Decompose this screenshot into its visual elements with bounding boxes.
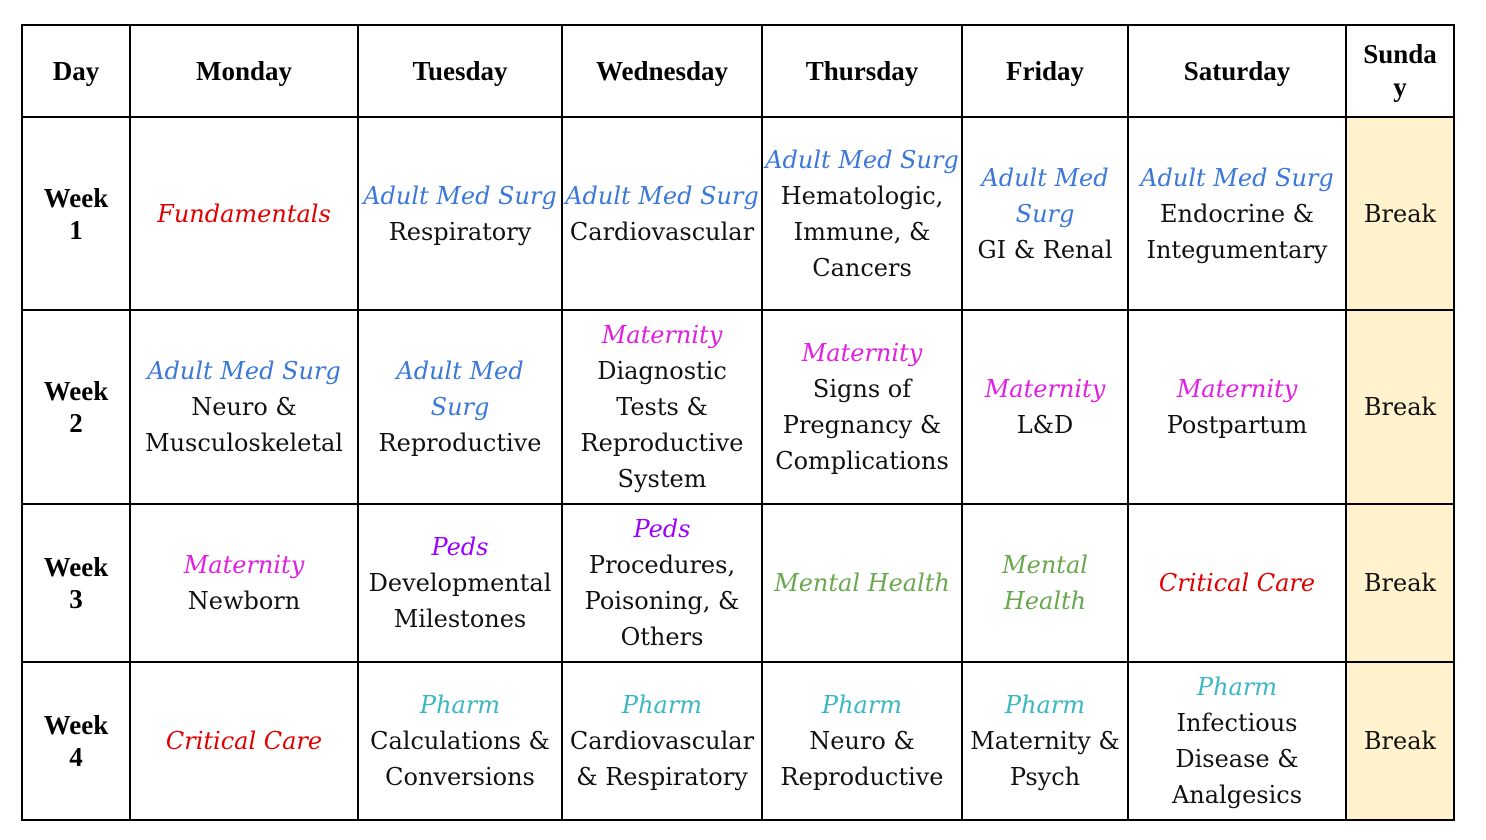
week-row-3 [22, 504, 1454, 662]
break-label: Break [1363, 199, 1437, 228]
topic-line: Postpartum [1166, 411, 1308, 439]
category-adult-med-surg: Adult Med Surg [147, 357, 341, 385]
category-maternity: Maternity [984, 375, 1106, 403]
header-saturday: Saturday [1128, 25, 1346, 117]
week-label-number: 3 [69, 584, 83, 614]
week-label-3 [22, 504, 130, 662]
topic-line: Endocrine & [1159, 199, 1315, 228]
category-pharm: Pharm [621, 691, 703, 719]
cell-week4-thursday [762, 662, 962, 820]
cell-week1-sunday [1346, 117, 1454, 310]
category-peds: Peds [633, 515, 691, 543]
topic-line: Tests & [616, 393, 708, 421]
topic-line: Hematologic, [780, 181, 944, 210]
category-line: Mental [1002, 551, 1088, 579]
category-pharm: Pharm [1004, 691, 1086, 719]
cell-week3-tuesday [358, 504, 562, 662]
break-label: Break [1363, 393, 1437, 421]
topic-line: Cancers [812, 253, 912, 282]
cell-week4-friday [962, 662, 1128, 820]
topic-line: Reproductive [780, 763, 944, 791]
header-monday: Monday [130, 25, 358, 117]
topic-line: Integumentary [1146, 235, 1328, 264]
topic-line: Conversions [385, 763, 535, 791]
header-thursday: Thursday [762, 25, 962, 117]
cell-week3-wednesday [562, 504, 762, 662]
category-maternity: Maternity [601, 321, 723, 349]
cell-week3-monday [130, 504, 358, 662]
cell-week2-wednesday [562, 310, 762, 504]
cell-week1-monday [130, 117, 358, 310]
category-mental-health: Mental Health [774, 569, 950, 597]
cell-week4-sunday [1346, 662, 1454, 820]
category-pharm: Pharm [821, 691, 903, 719]
cell-week1-saturday [1128, 117, 1346, 310]
cell-week4-monday [130, 662, 358, 820]
header-friday: Friday [962, 25, 1128, 117]
cell-week2-tuesday [358, 310, 562, 504]
category-fundamentals: Fundamentals [157, 199, 331, 228]
topic-line: Cardiovascular [569, 727, 755, 755]
category-line: Surg [1015, 199, 1075, 228]
topic-line: Musculoskeletal [145, 429, 343, 457]
week-label-4 [22, 662, 130, 820]
topic-line: Immune, & [793, 217, 931, 246]
topic-line: Developmental [368, 569, 552, 597]
week-label-word: Week [43, 552, 109, 582]
break-label: Break [1363, 569, 1437, 597]
topic-line: Complications [775, 447, 949, 475]
topic-line: Others [620, 623, 704, 651]
cell-week1-friday [962, 117, 1128, 310]
header-sunday-line1: Sunda [1363, 39, 1437, 69]
header-wednesday: Wednesday [562, 25, 762, 117]
cell-week3-friday [962, 504, 1128, 662]
cell-week2-saturday [1128, 310, 1346, 504]
topic-line: Psych [1009, 763, 1081, 791]
category-critical-care: Critical Care [1158, 569, 1316, 597]
category-maternity: Maternity [183, 551, 305, 579]
topic-line: Calculations & [370, 727, 550, 755]
break-label: Break [1363, 727, 1437, 755]
cell-week2-friday [962, 310, 1128, 504]
week-label-word: Week [43, 710, 109, 740]
topic-line: Procedures, [588, 551, 736, 579]
category-line: Health [1003, 587, 1087, 615]
week-label-number: 4 [69, 742, 83, 772]
topic-line: Milestones [393, 605, 527, 633]
header-sunday-line2: y [1393, 72, 1407, 102]
header-day: Day [22, 25, 130, 117]
cell-week1-wednesday [562, 117, 762, 310]
week-row-4 [22, 662, 1454, 820]
category-critical-care: Critical Care [165, 727, 323, 755]
week-row-1 [22, 117, 1454, 310]
topic-line: Poisoning, & [584, 587, 740, 615]
topic-line: Cardiovascular [569, 217, 755, 246]
topic-line: Analgesics [1171, 781, 1303, 809]
week-row-2 [22, 310, 1454, 504]
cell-week2-thursday [762, 310, 962, 504]
cell-week4-tuesday [358, 662, 562, 820]
category-line: Adult Med [981, 163, 1109, 192]
topic-line: GI & Renal [977, 235, 1113, 264]
topic-line: Diagnostic [597, 357, 727, 385]
topic-line: & Respiratory [576, 763, 748, 791]
schedule-table [21, 24, 1455, 821]
topic-line: Disease & [1175, 745, 1299, 773]
category-line: Surg [430, 393, 490, 421]
cell-week4-wednesday [562, 662, 762, 820]
category-adult-med-surg: Adult Med Surg [363, 181, 557, 210]
topic-line: Reproductive [580, 429, 744, 457]
category-line: Adult Med [396, 357, 524, 385]
category-maternity: Maternity [801, 339, 923, 367]
category-maternity: Maternity [1176, 375, 1298, 403]
topic-line: Reproductive [378, 429, 542, 457]
week-label-2 [22, 310, 130, 504]
topic-line: System [617, 465, 707, 493]
cell-week2-sunday [1346, 310, 1454, 504]
topic-line: Neuro & [809, 727, 915, 755]
header-tuesday: Tuesday [358, 25, 562, 117]
header-sunday [1346, 25, 1454, 117]
week-label-word: Week [43, 182, 109, 213]
cell-week1-thursday [762, 117, 962, 310]
cell-week1-tuesday [358, 117, 562, 310]
cell-week3-saturday [1128, 504, 1346, 662]
category-peds: Peds [431, 533, 489, 561]
cell-week3-sunday [1346, 504, 1454, 662]
week-label-number: 1 [69, 214, 83, 245]
category-adult-med-surg: Adult Med Surg [1140, 163, 1334, 192]
week-label-number: 2 [69, 408, 83, 438]
week-label-word: Week [43, 376, 109, 406]
week-label-1 [22, 117, 130, 310]
topic-line: Signs of [812, 375, 912, 403]
topic-line: Maternity & [970, 727, 1120, 755]
category-pharm: Pharm [419, 691, 501, 719]
topic-line: Pregnancy & [782, 411, 942, 439]
topic-line: L&D [1016, 411, 1074, 439]
cell-week3-thursday [762, 504, 962, 662]
cell-week4-saturday [1128, 662, 1346, 820]
topic-line: Infectious [1176, 709, 1298, 737]
category-adult-med-surg: Adult Med Surg [565, 181, 759, 210]
category-adult-med-surg: Adult Med Surg [765, 145, 959, 174]
header-row [22, 25, 1454, 117]
topic-line: Respiratory [388, 217, 532, 246]
topic-line: Neuro & [191, 393, 297, 421]
category-pharm: Pharm [1196, 673, 1278, 701]
cell-week2-monday [130, 310, 358, 504]
topic-line: Newborn [187, 587, 301, 615]
